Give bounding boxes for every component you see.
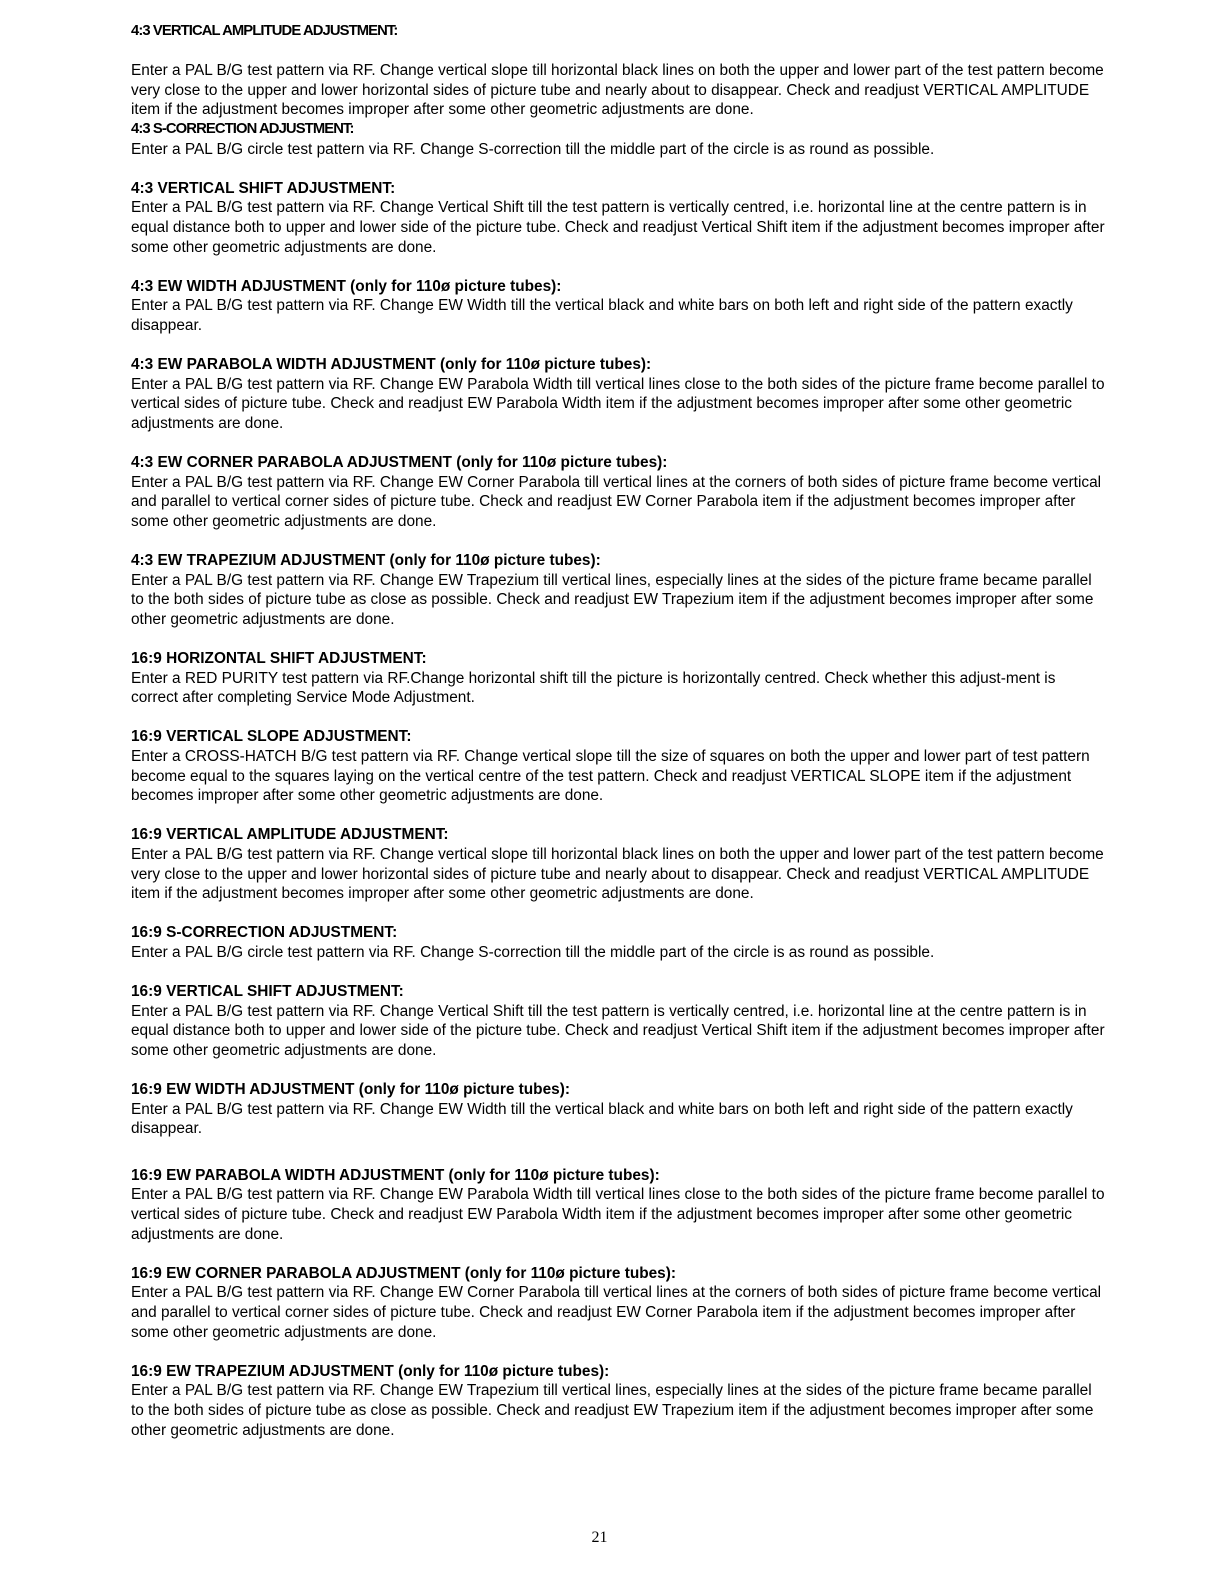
section-heading: 4:3 EW PARABOLA WIDTH ADJUSTMENT (only for 110ø picture tubes):: [131, 356, 652, 374]
section-heading: [131, 1362, 1106, 1382]
section-43-ew-corner-parabola: [131, 453, 1106, 531]
section-heading: 16:9 S-CORRECTION ADJUSTMENT:: [131, 924, 398, 942]
section-body: Enter a RED PURITY test pattern via RF.Change horizontal shift till the picture is horizontally centred. Check whether this adjust-ment is correct after completing Service Mode Adjustment.: [131, 669, 1056, 707]
section-169-vertical-shift: [131, 982, 1106, 1060]
section-heading: 16:9 EW PARABOLA WIDTH ADJUSTMENT (only for 110ø picture tubes):: [131, 1166, 660, 1184]
section-heading-title: 4:3 EW TRAPEZIUM ADJUSTMENT (: [131, 552, 395, 570]
section-169-ew-width: [131, 1080, 1106, 1139]
section-heading: 4:3 VERTICAL AMPLITUDE ADJUSTMENT:: [131, 23, 398, 39]
section-body: Enter a PAL B/G test pattern via RF. Change Vertical Shift till the test pattern is vertically centred, i.e. horizontal line at the centre pattern is in equal distance both to upper and lower side of the picture tube. Check and readjust Vertical Shift item if the adjustment becomes improper after some other geometric adjustments are done.: [131, 1002, 1105, 1059]
section-heading: 4:3 VERTICAL SHIFT ADJUSTMENT:: [131, 179, 396, 197]
section-heading-title: 16:9 EW TRAPEZIUM ADJUSTMENT (: [131, 1362, 404, 1380]
section-heading: 16:9 VERTICAL SLOPE ADJUSTMENT:: [131, 728, 412, 746]
section-169-vertical-amplitude: [131, 825, 1106, 903]
section-169-vertical-slope: [131, 727, 1106, 805]
section-heading: [131, 551, 1106, 571]
section-heading: 16:9 VERTICAL SHIFT ADJUSTMENT:: [131, 983, 404, 1001]
section-body: Enter a PAL B/G test pattern via RF. Change vertical slope till horizontal black lines on both the upper and lower part of the test pattern become very close to the upper and lower horizontal sides of picture tube and nearly about to disappear. Check and readjust VERTICAL AMPLITUDE item if the adjustment becomes improper after some other geometric adjustments are done.: [131, 62, 1104, 119]
manual-page-content: [131, 22, 1106, 1440]
section-body: Enter a PAL B/G test pattern via RF. Change EW Width till the vertical black and white bars on both left and right side of the pattern exactly disappear.: [131, 297, 1073, 334]
section-body: Enter a PAL B/G test pattern via RF. Change EW Parabola Width till vertical lines close to the both sides of the picture frame become parallel to vertical sides of picture tube. Check and readjust EW Parabola Width item if the adjustment becomes improper after some other geometric adjustments are done.: [131, 375, 1105, 432]
page-number: 21: [591, 1529, 608, 1546]
section-43-s-correction: [131, 120, 1106, 159]
section-heading: 16:9 EW CORNER PARABOLA ADJUSTMENT (only for 110ø picture tubes):: [131, 1264, 676, 1282]
section-heading-note: only for 110ø picture tubes):: [394, 552, 601, 570]
section-169-s-correction: [131, 923, 1106, 962]
section-169-ew-trapezium: [131, 1362, 1106, 1440]
section-body: Enter a PAL B/G test pattern via RF. Change Vertical Shift till the test pattern is vertically centred, i.e. horizontal line at the centre pattern is in equal distance both to upper and lower side of the picture tube. Check and readjust Vertical Shift item if the adjustment becomes improper after some other geometric adjustments are done.: [131, 199, 1105, 256]
section-heading: 4:3 S-CORRECTION ADJUSTMENT:: [131, 120, 354, 137]
section-43-ew-parabola-width: [131, 355, 1106, 433]
section-169-ew-parabola-width: [131, 1166, 1106, 1244]
section-169-ew-corner-parabola: [131, 1264, 1106, 1342]
section-body: Enter a PAL B/G test pattern via RF. Change EW Corner Parabola till vertical lines at the corners of both sides of picture frame become vertical and parallel to vertical corner sides of picture tube. Check and readjust EW Corner Parabola item if the adjustment becomes improper after some other geometric adjustments are done.: [131, 473, 1102, 530]
section-heading: 4:3 EW CORNER PARABOLA ADJUSTMENT (only for 110ø picture tubes):: [131, 454, 668, 472]
section-43-vertical-shift: [131, 179, 1106, 257]
section-43-vertical-amplitude: [131, 22, 1106, 120]
section-body: Enter a PAL B/G test pattern via RF. Change EW Parabola Width till vertical lines close to the both sides of the picture frame become parallel to vertical sides of picture tube. Check and readjust EW Parabola Width item if the adjustment becomes improper after some other geometric adjustments are done.: [131, 1186, 1105, 1243]
section-body: Enter a PAL B/G circle test pattern via RF. Change S-correction till the middle part of the circle is as round as possible.: [131, 943, 935, 961]
section-body: Enter a CROSS-HATCH B/G test pattern via RF. Change vertical slope till the size of squares on both the upper and lower part of test pattern become equal to the squares laying on the vertical centre of the test pattern. Check and readjust VERTICAL SLOPE item if the adjustment becomes improper after some other geometric adjustments are done.: [131, 747, 1090, 805]
section-body: Enter a PAL B/G circle test pattern via RF. Change S-correction till the middle part of the circle is as round as possible.: [131, 140, 935, 158]
section-body: Enter a PAL B/G test pattern via RF. Change EW Trapezium till vertical lines, especially lines at the sides of the picture frame became parallel to the both sides of picture tube as close as possible. Check and readjust EW Trapezium item if the adjustment becomes improper after some other geometric adjustments are done.: [131, 1382, 1094, 1439]
section-169-horizontal-shift: [131, 649, 1106, 708]
section-heading-note: only for 110ø picture tubes):: [403, 1362, 610, 1380]
section-heading: 16:9 EW WIDTH ADJUSTMENT (only for 110ø picture tubes):: [131, 1081, 570, 1099]
section-body: Enter a PAL B/G test pattern via RF. Change EW Trapezium till vertical lines, especially lines at the sides of the picture frame became parallel to the both sides of picture tube as close as possible. Check and readjust EW Trapezium item if the adjustment becomes improper after some other geometric adjustments are done.: [131, 571, 1094, 628]
section-body: Enter a PAL B/G test pattern via RF. Change EW Corner Parabola till vertical lines at the corners of both sides of picture frame become vertical and parallel to vertical corner sides of picture tube. Check and readjust EW Corner Parabola item if the adjustment becomes improper after some other geometric adjustments are done.: [131, 1284, 1102, 1341]
section-body: Enter a PAL B/G test pattern via RF. Change EW Width till the vertical black and white bars on both left and right side of the pattern exactly disappear.: [131, 1100, 1073, 1138]
section-heading: 16:9 VERTICAL AMPLITUDE ADJUSTMENT:: [131, 826, 449, 844]
section-43-ew-width: [131, 277, 1106, 336]
section-body: Enter a PAL B/G test pattern via RF. Change vertical slope till horizontal black lines on both the upper and lower part of the test pattern become very close to the upper and lower horizontal sides of picture tube and nearly about to disappear. Check and readjust VERTICAL AMPLITUDE item if the adjustment becomes improper after some other geometric adjustments are done.: [131, 845, 1104, 903]
section-heading: 16:9 HORIZONTAL SHIFT ADJUSTMENT:: [131, 650, 427, 667]
section-43-ew-trapezium: [131, 551, 1106, 629]
section-heading: 4:3 EW WIDTH ADJUSTMENT (only for 110ø picture tubes):: [131, 277, 562, 295]
